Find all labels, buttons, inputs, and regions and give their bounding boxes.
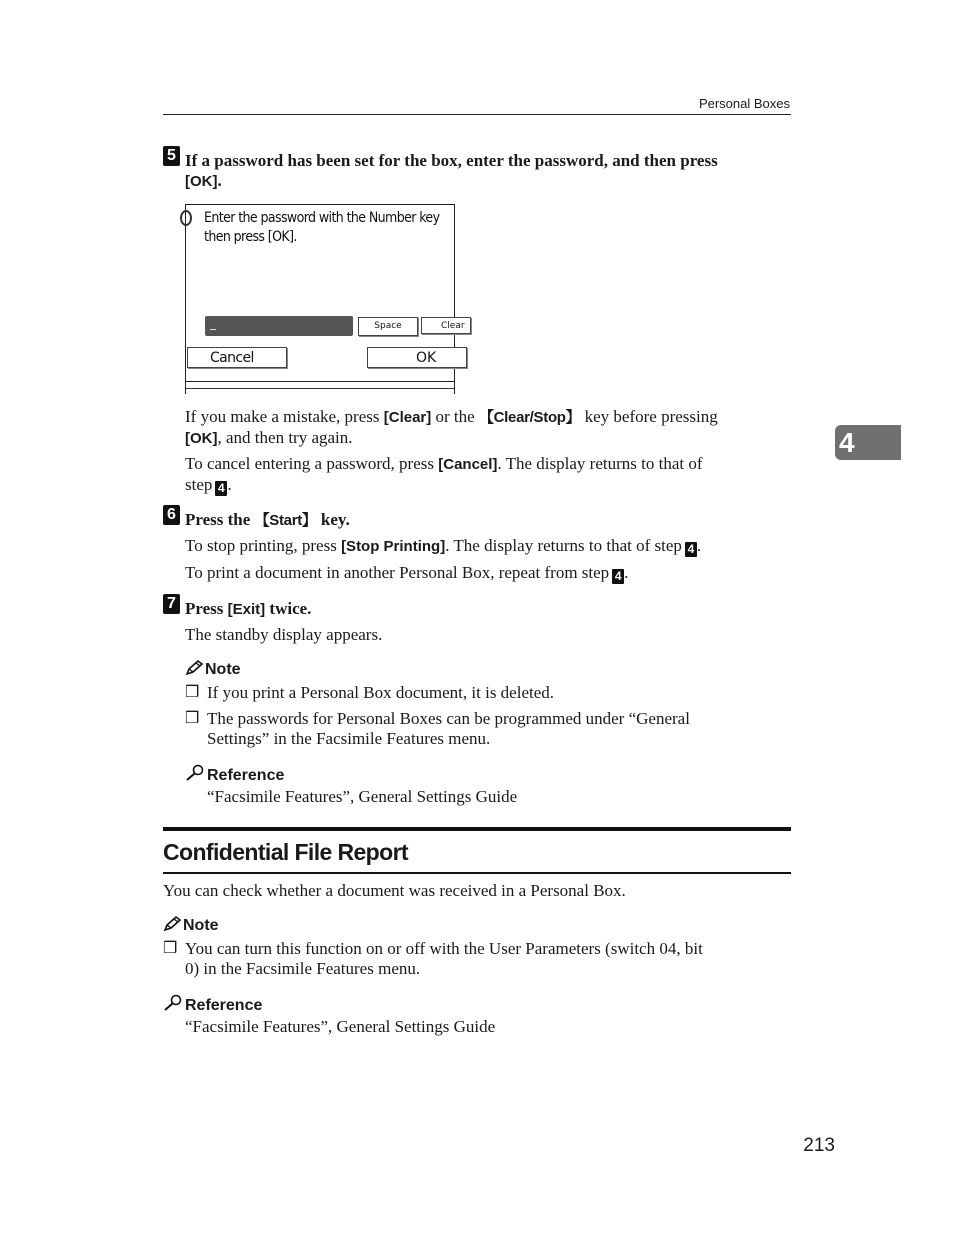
step-ref-icon: 4 <box>685 542 697 557</box>
step-ref-icon: 4 <box>215 481 227 496</box>
note2-item-1 <box>185 939 790 979</box>
step-6-title <box>185 510 350 531</box>
step-7-para-1: The standby display appears. <box>185 625 383 644</box>
note-item-1: If you print a Personal Box document, it is deleted. <box>207 683 555 702</box>
step-5-title-key: [OK] <box>185 173 218 190</box>
step-ref-icon: 4 <box>612 569 624 584</box>
text: To stop printing, press <box>185 536 342 555</box>
step-6-para-1 <box>185 536 790 557</box>
step-5-title <box>185 151 790 192</box>
text: twice. <box>265 599 312 618</box>
chapter-tab: 4 <box>835 425 901 460</box>
note-item-2 <box>207 709 790 749</box>
screen-message-line2: then press [OK]. <box>204 229 297 245</box>
text: . The display returns to that of <box>497 454 703 473</box>
screen-status-bar <box>186 381 454 394</box>
pencil-icon <box>163 916 181 932</box>
step-number-7: 7 <box>163 594 180 614</box>
bullet-icon: ❒ <box>163 940 178 957</box>
reference-heading-text: Reference <box>207 767 285 784</box>
section-title: Confidential File Report <box>163 839 408 865</box>
note-heading <box>163 916 219 936</box>
magnifier-icon <box>163 994 183 1012</box>
text: To print a document in another Personal Box, repeat from step <box>185 563 610 582</box>
text: key before pressing <box>580 407 718 426</box>
input-cursor <box>210 329 216 330</box>
note-heading-text: Note <box>205 661 241 678</box>
text: To cancel entering a password, press <box>185 454 439 473</box>
text: You can turn this function on or off with the User Parameters (switch 04, bit <box>185 939 703 958</box>
screen-message-line1: Enter the password with the Number key <box>204 210 440 226</box>
cancel-button[interactable]: Cancel <box>187 347 287 368</box>
text: . The display returns to that of step <box>445 536 682 555</box>
step-7-title <box>185 599 311 620</box>
text: . <box>624 563 629 582</box>
clear-button[interactable]: Clear <box>421 317 471 334</box>
reference-text: “Facsimile Features”, General Settings Guide <box>185 1017 496 1036</box>
step-5-title-text: If a password has been set for the box, enter the password, and then press <box>185 151 718 170</box>
text: . <box>227 475 232 494</box>
clear-key: [Clear] <box>383 409 432 426</box>
section-rule-top <box>163 827 791 831</box>
text: If you make a mistake, press <box>185 407 384 426</box>
ok-key: [OK] <box>185 430 218 447</box>
note-heading <box>185 660 241 680</box>
text: The passwords for Personal Boxes can be programmed under “General <box>207 709 690 728</box>
info-icon <box>180 210 192 226</box>
bullet-icon: ❒ <box>185 684 200 701</box>
text: Press the <box>185 510 255 529</box>
magnifier-icon <box>185 764 205 782</box>
reference-heading <box>185 764 284 786</box>
space-button[interactable]: Space <box>358 317 418 336</box>
header-rule <box>163 114 791 115</box>
step-6-para-2 <box>185 563 790 584</box>
cancel-key: [Cancel] <box>438 456 498 473</box>
step-number-5: 5 <box>163 146 180 166</box>
section-intro: You can check whether a document was received in a Personal Box. <box>163 881 626 900</box>
text: Press <box>185 599 228 618</box>
text: , and then try again. <box>217 428 353 447</box>
section-rule-bottom <box>163 872 791 874</box>
reference-text: “Facsimile Features”, General Settings Guide <box>207 787 518 806</box>
step-5-title-end: . <box>217 171 222 190</box>
step-5-para-2 <box>185 454 790 496</box>
screen-message <box>204 209 504 247</box>
bullet-icon: ❒ <box>185 710 200 727</box>
text: 0) in the Facsimile Features menu. <box>185 959 421 978</box>
note-heading-text: Note <box>183 917 219 934</box>
reference-heading <box>163 994 262 1016</box>
password-input[interactable] <box>205 316 353 336</box>
text: step <box>185 475 213 494</box>
reference-heading-text: Reference <box>185 997 263 1014</box>
start-key: 【Start】 <box>254 512 317 529</box>
text: Settings” in the Facsimile Features menu. <box>207 729 491 748</box>
step-number-6: 6 <box>163 505 180 525</box>
lcd-screen <box>185 204 465 394</box>
ok-button[interactable]: OK <box>367 347 467 368</box>
text: or the <box>431 407 479 426</box>
pencil-icon <box>185 660 203 676</box>
exit-key: [Exit] <box>227 601 266 618</box>
text: key. <box>316 510 350 529</box>
text: . <box>696 536 702 555</box>
clear-stop-key: 【Clear/Stop】 <box>478 409 581 426</box>
step-5-para-1 <box>185 407 790 449</box>
page-number: 213 <box>803 1135 835 1156</box>
running-head: Personal Boxes <box>698 96 790 111</box>
stop-printing-key: [Stop Printing] <box>341 538 446 555</box>
